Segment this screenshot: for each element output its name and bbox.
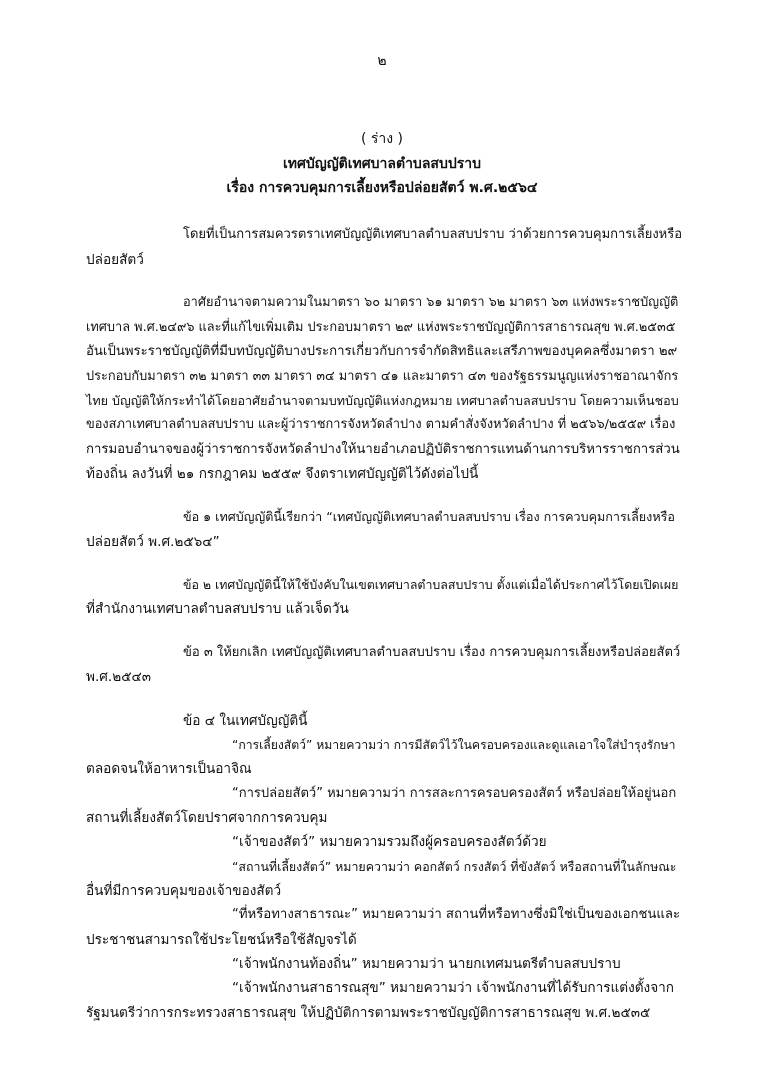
clause-1-line: ข้อ ๑ เทศบัญญัตินี้เรียกว่า “เทศบัญญัติเทศบาลตำบลสบปราบ เรื่อง การควบคุมการเลี้ยงหรือ <box>183 509 675 524</box>
clause-4-intro: ข้อ ๔ ในเทศบัญญัตินี้ <box>183 713 308 729</box>
ordinance-title: เทศบัญญัติเทศบาลตำบลสบปราบ <box>283 156 481 172</box>
clause-2-line: ที่สำนักงานเทศบาลตำบลสบปราบ แล้วเจ็ดวัน <box>86 601 349 617</box>
definition-line: ตลอดจนให้อาหารเป็นอาจิณ <box>86 761 252 777</box>
authority-line: ของสภาเทศบาลตำบลสบปราบ และผู้ว่าราชการจังหวัดลำปาง ตามคำสั่งจังหวัดลำปาง ที่ ๒๕๖๖/๒๕๕๙ เรื่อง <box>86 417 676 432</box>
ordinance-subject: เรื่อง การควบคุมการเลี้ยงหรือปล่อยสัตว์ พ.ศ.๒๕๖๔ <box>226 180 538 196</box>
definition-line: “สถานที่เลี้ยงสัตว์” หมายความว่า คอกสัตว์ กรงสัตว์ ที่ขังสัตว์ หรือสถานที่ในลักษณะ <box>232 859 677 874</box>
authority-line: อันเป็นพระราชบัญญัติที่มีบทบัญญัติบางประการเกี่ยวกับการจำกัดสิทธิและเสรีภาพของบุคคลซึ่งมาตรา ๒๙ <box>86 344 678 359</box>
authority-line: อาศัยอำนาจตามความในมาตรา ๖๐ มาตรา ๖๑ มาตรา ๖๒ มาตรา ๖๓ แห่งพระราชบัญญัติ <box>183 295 679 310</box>
definition-line: “เจ้าพนักงานสาธารณสุข” หมายความว่า เจ้าพนักงานที่ได้รับการแต่งตั้งจาก <box>232 980 675 996</box>
clause-1-line: ปล่อยสัตว์ พ.ศ.๒๕๖๔” <box>86 534 220 550</box>
clause-2-line: ข้อ ๒ เทศบัญญัตินี้ให้ใช้บังคับในเขตเทศบาลตำบลสบปราบ ตั้งแต่เมื่อได้ประกาศไว้โดยเปิดเผย <box>183 577 679 592</box>
definition-line: สถานที่เลี้ยงสัตว์โดยปราศจากการควบคุม <box>86 810 328 826</box>
definition-line: ประชาชนสามารถใช้ประโยชน์หรือใช้สัญจรได้ <box>86 932 357 948</box>
authority-line: ไทย บัญญัติให้กระทำได้โดยอาศัยอำนาจตามบทบัญญัติแห่งกฎหมาย เทศบาลตำบลสบปราบ โดยความเห็นชอบ <box>86 393 679 408</box>
authority-line: ท้องถิ่น ลงวันที่ ๒๑ กรกฎาคม ๒๕๕๙ จึงตราเทศบัญญัติไว้ดังต่อไปนี้ <box>86 466 479 482</box>
definition-line: “เจ้าพนักงานท้องถิ่น” หมายความว่า นายกเทศมนตรีตำบลสบปราบ <box>232 956 621 972</box>
definition-line: รัฐมนตรีว่าการกระทรวงสาธารณสุข ให้ปฏิบัติการตามพระราชบัญญัติการสาธารณสุข พ.ศ.๒๕๓๕ <box>86 1005 651 1021</box>
definition-line: “การปล่อยสัตว์” หมายความว่า การสละการครอบครองสัตว์ หรือปล่อยให้อยู่นอก <box>232 786 677 801</box>
definition-line: “ที่หรือทางสาธารณะ” หมายความว่า สถานที่หรือทางซึ่งมิใช่เป็นของเอกชนและ <box>232 907 681 922</box>
authority-line: การมอบอำนาจของผู้ว่าราชการจังหวัดลำปางให้นายอำเภอปฏิบัติราชการแทนด้านการบริหารราชการส่วน <box>86 442 680 457</box>
clause-3-line: ข้อ ๓ ให้ยกเลิก เทศบัญญัติเทศบาลตำบลสบปราบ เรื่อง การควบคุมการเลี้ยงหรือปล่อยสัตว์ <box>183 645 681 660</box>
preamble-line: โดยที่เป็นการสมควรตราเทศบัญญัติเทศบาลตำบลสบปราบ ว่าด้วยการควบคุมการเลี้ยงหรือ <box>183 227 683 242</box>
authority-line: ประกอบกับมาตรา ๓๒ มาตรา ๓๓ มาตรา ๓๔ มาตรา ๔๑ และมาตรา ๔๓ ของรัฐธรรมนูญแห่งราชอาณาจักร <box>86 369 679 384</box>
definition-line: อื่นที่มีการควบคุมของเจ้าของสัตว์ <box>86 883 282 899</box>
draft-label: ( ร่าง ) <box>360 131 404 147</box>
definition-line: “เจ้าของสัตว์” หมายความรวมถึงผู้ครอบครองสัตว์ด้วย <box>232 834 547 850</box>
clause-3-line: พ.ศ.๒๕๔๓ <box>86 669 152 685</box>
authority-line: เทศบาล พ.ศ.๒๔๙๖ และที่แก้ไขเพิ่มเติม ประกอบมาตรา ๒๙ แห่งพระราชบัญญัติการสาธารณสุข พ.ศ.๒๕๓๕ <box>86 320 676 335</box>
page-number: ๒ <box>377 53 387 69</box>
preamble-line: ปล่อยสัตว์ <box>86 252 144 268</box>
definition-line: “การเลี้ยงสัตว์” หมายความว่า การมีสัตว์ไว้ในครอบครองและดูแลเอาใจใส่บำรุงรักษา <box>232 738 676 752</box>
